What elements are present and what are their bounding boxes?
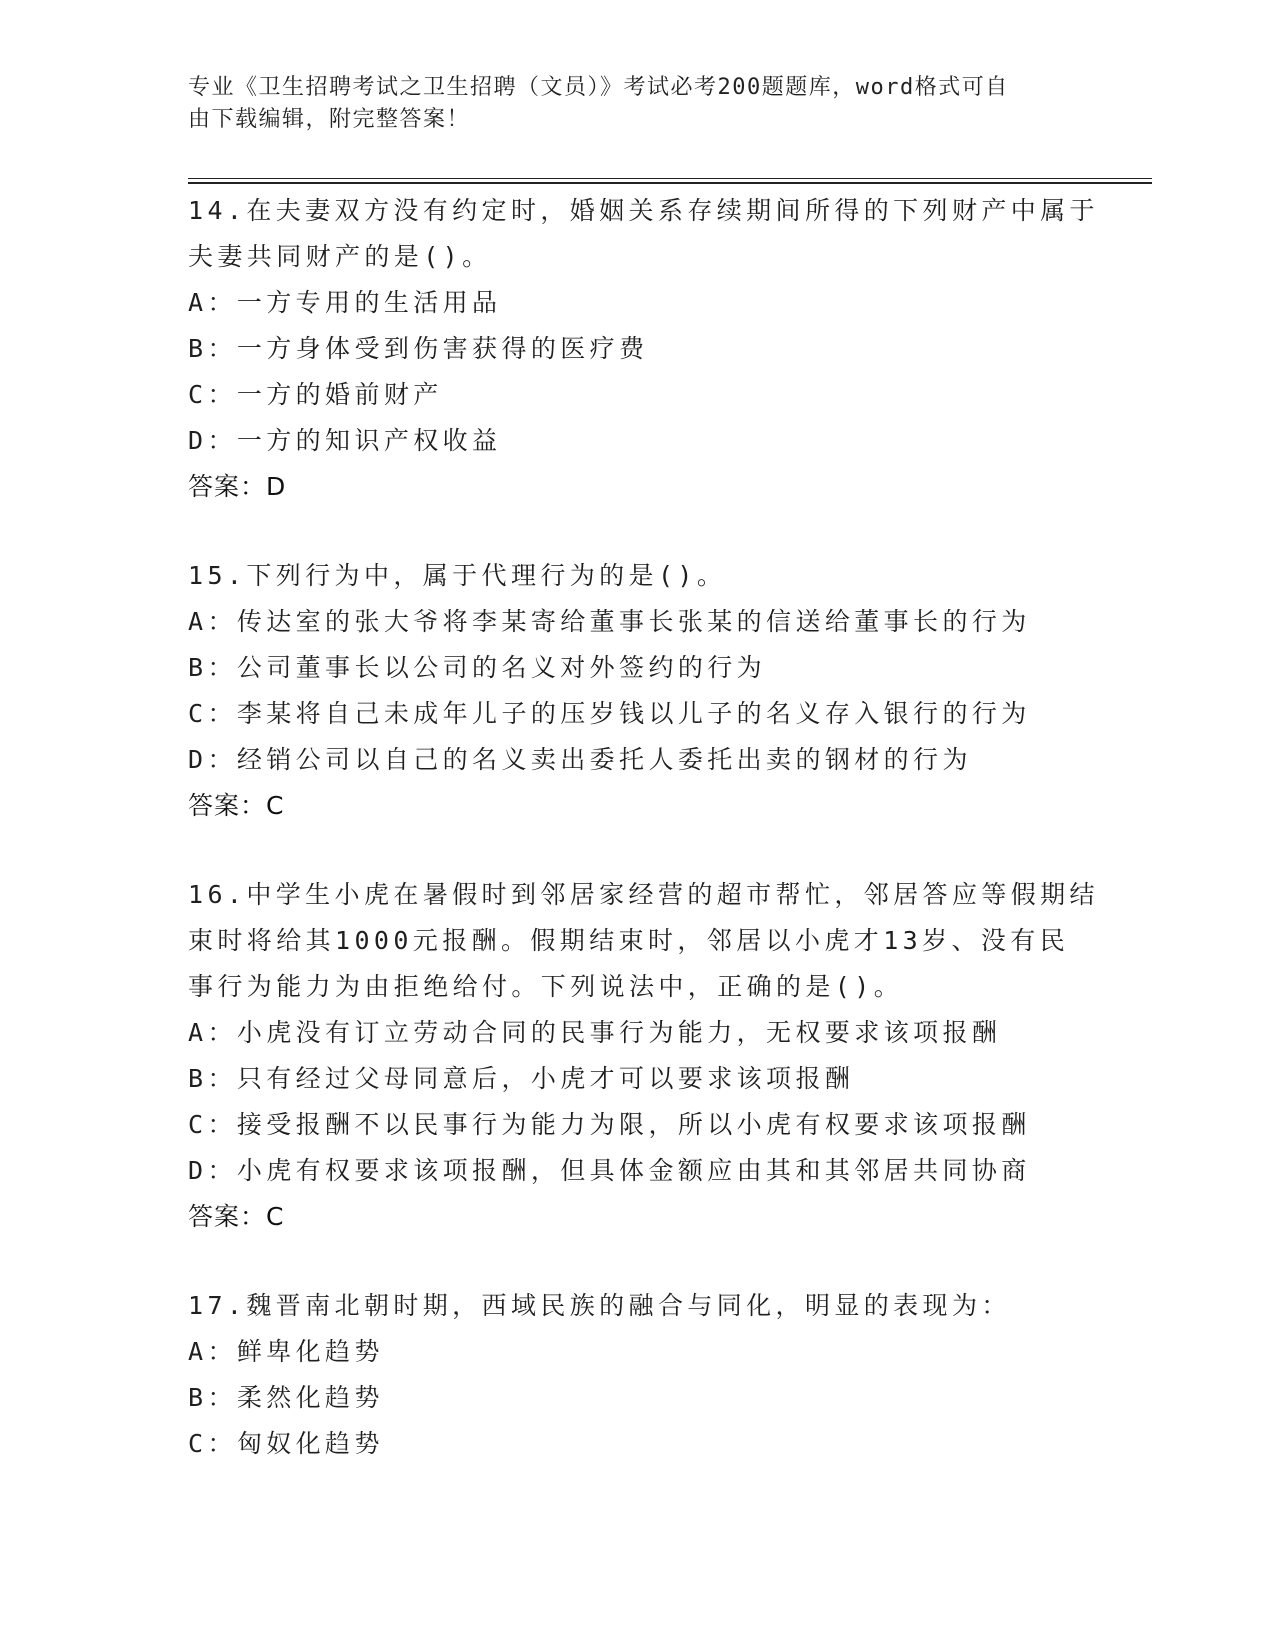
question-stem: 夫妻共同财产的是()。 — [188, 242, 492, 271]
question-gap — [188, 829, 1088, 872]
header-line-1: 专业《卫生招聘考试之卫生招聘（文员）》考试必考200题题库，word格式可自 — [188, 75, 1009, 100]
question-gap — [188, 510, 1088, 553]
option-c: C：李某将自己未成年儿子的压岁钱以儿子的名义存入银行的行为 — [188, 699, 1031, 728]
question-stem: 16.中学生小虎在暑假时到邻居家经营的超市帮忙，邻居答应等假期结 — [188, 880, 1099, 909]
option-b: B：只有经过父母同意后，小虎才可以要求该项报酬 — [188, 1064, 855, 1093]
header-rule-thin — [188, 178, 1152, 179]
option-d: D：一方的知识产权收益 — [188, 426, 502, 455]
question-stem: 14.在夫妻双方没有约定时，婚姻关系存续期间所得的下列财产中属于 — [188, 196, 1099, 225]
document-header — [188, 72, 1068, 136]
question-stem: 15.下列行为中，属于代理行为的是()。 — [188, 561, 727, 590]
option-d: D：小虎有权要求该项报酬，但具体金额应由其和其邻居共同协商 — [188, 1156, 1031, 1185]
question-stem: 束时将给其1000元报酬。假期结束时，邻居以小虎才13岁、没有民 — [188, 926, 1070, 955]
question-16 — [188, 872, 1099, 1240]
option-b: B：柔然化趋势 — [188, 1383, 384, 1412]
header-rule-thick — [188, 182, 1152, 184]
option-c: C：一方的婚前财产 — [188, 380, 443, 409]
option-a: A：鲜卑化趋势 — [188, 1337, 384, 1366]
question-14 — [188, 188, 1099, 510]
option-d: D：经销公司以自己的名义卖出委托人委托出卖的钢材的行为 — [188, 745, 972, 774]
question-list — [188, 188, 1099, 1467]
answer-label: 答案：D — [188, 472, 287, 501]
answer-label: 答案：C — [188, 1202, 285, 1231]
question-gap — [188, 1240, 1088, 1283]
option-b: B：一方身体受到伤害获得的医疗费 — [188, 334, 649, 363]
option-a: A：小虎没有订立劳动合同的民事行为能力，无权要求该项报酬 — [188, 1018, 1002, 1047]
option-b: B：公司董事长以公司的名义对外签约的行为 — [188, 653, 767, 682]
option-a: A：传达室的张大爷将李某寄给董事长张某的信送给董事长的行为 — [188, 607, 1031, 636]
header-line-2: 由下载编辑，附完整答案！ — [188, 107, 471, 132]
option-a: A：一方专用的生活用品 — [188, 288, 502, 317]
question-stem: 事行为能力为由拒绝给付。下列说法中，正确的是()。 — [188, 972, 904, 1001]
option-c: C：匈奴化趋势 — [188, 1429, 384, 1458]
option-c: C：接受报酬不以民事行为能力为限，所以小虎有权要求该项报酬 — [188, 1110, 1031, 1139]
question-15 — [188, 553, 1088, 829]
answer-label: 答案：C — [188, 791, 285, 820]
question-stem: 17.魏晋南北朝时期，西域民族的融合与同化，明显的表现为： — [188, 1291, 1011, 1320]
question-17 — [188, 1283, 1088, 1467]
